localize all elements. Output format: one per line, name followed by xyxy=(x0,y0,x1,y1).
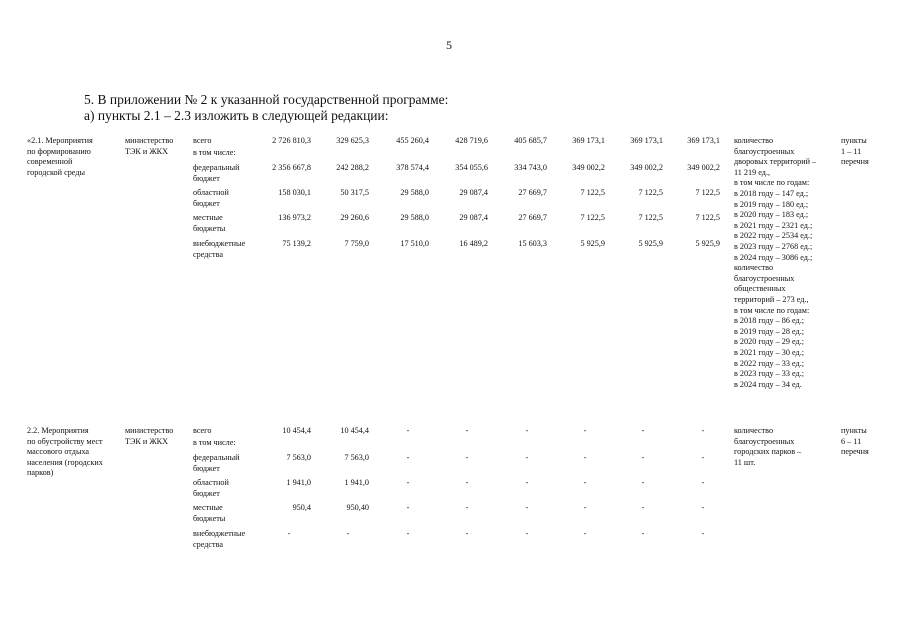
amount-cell: 10 454,4 xyxy=(282,426,311,435)
amount-cell: 7 563,0 xyxy=(286,453,311,462)
indicator-line: 11 шт. xyxy=(734,457,756,467)
amount-dash: - xyxy=(701,453,705,462)
amount-cell: 5 925,9 xyxy=(580,239,605,248)
amount-cell: 349 002,2 xyxy=(630,163,663,172)
amount-dash: - xyxy=(701,426,705,435)
amount-cell: 950,40 xyxy=(346,503,369,512)
indicator-line: в 2022 году – 33 ед.; xyxy=(734,358,805,368)
funding-source-label: бюджеты xyxy=(193,223,226,233)
amount-cell: 7 122,5 xyxy=(695,213,720,222)
amount-cell: 950,4 xyxy=(292,503,311,512)
indicator-line: в 2021 году – 2321 ед.; xyxy=(734,220,813,230)
points-line: 6 – 11 xyxy=(841,436,862,446)
indicator-line: в 2019 году – 28 ед.; xyxy=(734,326,805,336)
row-name-line: по обустройству мест xyxy=(27,436,103,446)
indicator-line: благоустроенных xyxy=(734,146,795,156)
amount-cell: 455 260,4 xyxy=(396,136,429,145)
amount-cell: 75 139,2 xyxy=(282,239,311,248)
amount-dash: - xyxy=(406,529,410,538)
amount-dash: - xyxy=(287,529,291,538)
indicator-line: в 2021 году – 30 ед.; xyxy=(734,348,805,357)
amount-dash: - xyxy=(406,453,410,462)
amount-cell: 5 925,9 xyxy=(638,239,663,248)
indicator-line: количество xyxy=(734,136,774,145)
amount-dash: - xyxy=(465,453,469,462)
funding-source-label: бюджет xyxy=(193,463,220,473)
funding-source-label: федеральный xyxy=(193,453,240,462)
amount-cell: 29 588,0 xyxy=(400,213,429,222)
funding-source-label: всего xyxy=(193,426,212,435)
amount-dash: - xyxy=(583,529,587,538)
points-line: перечня xyxy=(841,447,869,457)
amount-cell: 7 563,0 xyxy=(344,453,369,462)
amount-dash: - xyxy=(406,426,410,435)
amount-dash: - xyxy=(525,503,529,512)
funding-source-label: бюджеты xyxy=(193,513,226,523)
amount-cell: 349 002,2 xyxy=(687,163,720,172)
amount-cell: 1 941,0 xyxy=(344,478,369,487)
amount-cell: 29 260,6 xyxy=(340,213,369,222)
amount-dash: - xyxy=(525,426,529,435)
funding-source-label: средства xyxy=(193,249,224,259)
amount-dash: - xyxy=(465,426,469,435)
indicator-line: в 2024 году – 3086 ед.; xyxy=(734,252,813,262)
executor-line: министерство xyxy=(125,136,174,145)
amount-dash: - xyxy=(406,503,410,512)
amount-cell: 329 625,3 xyxy=(336,136,369,145)
funding-source-label: местные xyxy=(193,503,223,512)
indicator-line: в 2020 году – 29 ед.; xyxy=(734,337,805,347)
amount-cell: 2 356 667,8 xyxy=(272,163,311,172)
indicator-line: территорий – 273 ед., xyxy=(734,295,809,304)
amount-dash: - xyxy=(346,529,350,538)
amount-dash: - xyxy=(525,453,529,462)
amount-dash: - xyxy=(641,453,645,462)
indicator-line: в 2020 году – 183 ед.; xyxy=(734,210,809,220)
funding-source-label: бюджет xyxy=(193,198,220,208)
amount-dash: - xyxy=(406,478,410,487)
amount-dash: - xyxy=(641,478,645,487)
indicator-line: в 2018 году – 147 ед.; xyxy=(734,189,809,198)
amount-cell: 15 603,3 xyxy=(518,239,547,248)
executor-line: министерство xyxy=(125,426,174,435)
amount-cell: 2 726 810,3 xyxy=(272,136,311,145)
funding-source-label: в том числе: xyxy=(193,148,236,157)
amount-dash: - xyxy=(525,529,529,538)
amount-dash: - xyxy=(701,478,705,487)
funding-source-label: местные xyxy=(193,213,223,222)
points-line: пункты xyxy=(841,136,867,145)
heading-line-1: 5. В приложении № 2 к указанной государственной программе: xyxy=(84,92,449,107)
page-number: 5 xyxy=(446,38,452,52)
amount-dash: - xyxy=(465,478,469,487)
amount-cell: 7 122,5 xyxy=(580,213,605,222)
indicator-line: в том числе по годам: xyxy=(734,178,810,188)
amount-cell: 17 510,0 xyxy=(400,239,429,248)
indicator-line: количество xyxy=(734,263,774,273)
amount-cell: 334 743,0 xyxy=(514,163,547,172)
funding-source-label: областной xyxy=(193,478,229,487)
executor-line: ТЭК и ЖКХ xyxy=(125,436,169,446)
indicator-line: в 2023 году – 2768 ед.; xyxy=(734,242,813,251)
indicator-line: благоустроенных xyxy=(734,273,795,283)
indicator-line: в 2019 году – 180 ед.; xyxy=(734,199,809,209)
row-name-line: «2.1. Мероприятия xyxy=(27,136,93,145)
amount-cell: 16 489,2 xyxy=(459,239,488,248)
row-name-line: современной xyxy=(27,157,73,167)
funding-source-label: внебюджетные xyxy=(193,529,246,538)
indicator-line: в 2018 году – 86 ед.; xyxy=(734,316,805,326)
funding-source-label: в том числе: xyxy=(193,438,236,447)
amount-dash: - xyxy=(641,529,645,538)
indicator-line: в 2024 году – 34 ед. xyxy=(734,379,802,389)
indicator-line: в 2022 году – 2534 ед.; xyxy=(734,231,813,241)
amount-cell: 7 122,5 xyxy=(638,188,663,197)
amount-dash: - xyxy=(701,503,705,512)
amount-cell: 428 719,6 xyxy=(455,136,488,145)
executor-line: ТЭК и ЖКХ xyxy=(125,146,169,156)
amount-cell: 349 002,2 xyxy=(572,163,605,172)
amount-cell: 354 055,6 xyxy=(455,163,488,172)
funding-source-label: внебюджетные xyxy=(193,239,246,248)
indicator-line: дворовых территорий – xyxy=(734,157,817,167)
amount-cell: 7 759,0 xyxy=(344,239,369,248)
amount-cell: 369 173,1 xyxy=(630,136,663,145)
funding-source-label: средства xyxy=(193,539,224,549)
amount-cell: 50 317,5 xyxy=(340,188,369,197)
amount-cell: 27 669,7 xyxy=(518,213,547,222)
amount-cell: 7 122,5 xyxy=(695,188,720,197)
amount-cell: 158 030,1 xyxy=(278,188,311,197)
row-name-line: по формированию xyxy=(27,146,91,156)
amount-cell: 136 973,2 xyxy=(278,213,311,222)
amount-cell: 27 669,7 xyxy=(518,188,547,197)
indicator-line: 11 219 ед., xyxy=(734,167,771,177)
amount-cell: 29 087,4 xyxy=(459,213,488,222)
points-line: пункты xyxy=(841,426,867,435)
indicator-line: в том числе по годам: xyxy=(734,305,810,315)
amount-dash: - xyxy=(583,453,587,462)
amount-dash: - xyxy=(641,503,645,512)
amount-dash: - xyxy=(641,426,645,435)
amount-cell: 29 087,4 xyxy=(459,188,488,197)
row-name-line: парков) xyxy=(27,468,54,478)
amount-cell: 369 173,1 xyxy=(572,136,605,145)
amount-dash: - xyxy=(583,426,587,435)
amount-cell: 29 588,0 xyxy=(400,188,429,197)
amount-dash: - xyxy=(525,478,529,487)
indicator-line: городских парков – xyxy=(734,447,802,457)
row-name-line: массового отдыха xyxy=(27,447,90,457)
funding-source-label: федеральный xyxy=(193,163,240,172)
row-name-line: 2.2. Мероприятия xyxy=(27,426,89,435)
indicator-line: благоустроенных xyxy=(734,436,795,446)
amount-cell: 1 941,0 xyxy=(286,478,311,487)
amount-dash: - xyxy=(583,503,587,512)
amount-cell: 10 454,4 xyxy=(340,426,369,435)
amount-dash: - xyxy=(465,503,469,512)
funding-source-label: бюджет xyxy=(193,488,220,498)
amount-cell: 369 173,1 xyxy=(687,136,720,145)
heading-line-2: а) пункты 2.1 – 2.3 изложить в следующей редакции: xyxy=(84,108,389,123)
points-line: перечня xyxy=(841,157,869,167)
row-name-line: населения (городских xyxy=(27,457,103,467)
indicator-line: в 2023 году – 33 ед.; xyxy=(734,369,805,379)
amount-cell: 7 122,5 xyxy=(638,213,663,222)
amount-cell: 7 122,5 xyxy=(580,188,605,197)
funding-source-label: бюджет xyxy=(193,173,220,183)
amount-dash: - xyxy=(701,529,705,538)
indicator-line: количество xyxy=(734,426,774,435)
funding-source-label: областной xyxy=(193,188,229,197)
amount-cell: 405 685,7 xyxy=(514,136,547,145)
amount-dash: - xyxy=(465,529,469,538)
row-name-line: городской среды xyxy=(27,167,86,177)
amount-dash: - xyxy=(583,478,587,487)
indicator-line: общественных xyxy=(734,284,786,294)
amount-cell: 242 288,2 xyxy=(336,163,369,172)
funding-source-label: всего xyxy=(193,136,212,145)
points-line: 1 – 11 xyxy=(841,146,862,156)
amount-cell: 5 925,9 xyxy=(695,239,720,248)
amount-cell: 378 574,4 xyxy=(396,163,429,172)
